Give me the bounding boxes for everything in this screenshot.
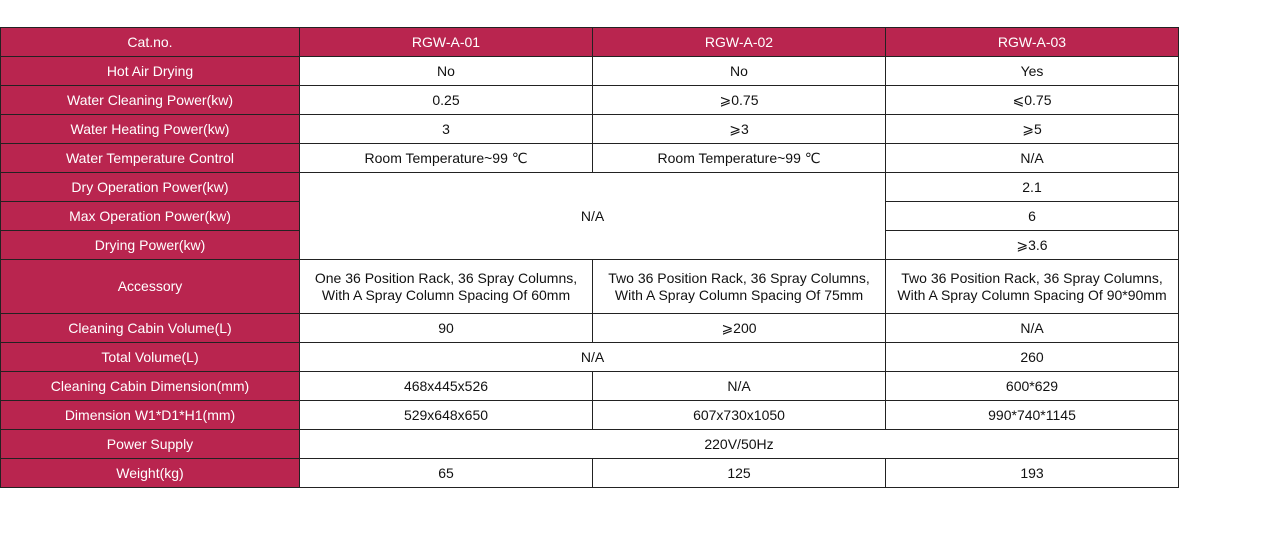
table-row: [1, 86, 1179, 115]
cell: One 36 Position Rack, 36 Spray Columns, With A Spray Column Spacing Of 60mm: [300, 260, 593, 314]
cell: Room Temperature~99 ℃: [593, 144, 886, 173]
row-label: Water Cleaning Power(kw): [1, 86, 300, 115]
table-row: [1, 115, 1179, 144]
cell: N/A: [886, 144, 1179, 173]
cell: 65: [300, 459, 593, 488]
table-row: [1, 144, 1179, 173]
table-row: [1, 401, 1179, 430]
merged-cell: N/A: [300, 343, 886, 372]
cell: ⩽0.75: [886, 86, 1179, 115]
cell: 2.1: [886, 173, 1179, 202]
cell: 468x445x526: [300, 372, 593, 401]
cell: No: [593, 57, 886, 86]
cell: 990*740*1145: [886, 401, 1179, 430]
row-label: Weight(kg): [1, 459, 300, 488]
cell: Two 36 Position Rack, 36 Spray Columns, With A Spray Column Spacing Of 90*90mm: [886, 260, 1179, 314]
spec-table: [0, 27, 1179, 488]
row-label: Total Volume(L): [1, 343, 300, 372]
cell: No: [300, 57, 593, 86]
row-label: Dimension W1*D1*H1(mm): [1, 401, 300, 430]
cell: 260: [886, 343, 1179, 372]
row-label: Water Heating Power(kw): [1, 115, 300, 144]
cell: ⩾3.6: [886, 231, 1179, 260]
row-label: Cleaning Cabin Dimension(mm): [1, 372, 300, 401]
merged-cell: 220V/50Hz: [300, 430, 1179, 459]
row-label: Water Temperature Control: [1, 144, 300, 173]
row-label: Drying Power(kw): [1, 231, 300, 260]
table-row: [1, 314, 1179, 343]
cell: Two 36 Position Rack, 36 Spray Columns, With A Spray Column Spacing Of 75mm: [593, 260, 886, 314]
model-header: RGW-A-02: [593, 28, 886, 57]
cell: 193: [886, 459, 1179, 488]
merged-cell: N/A: [300, 173, 886, 260]
cell: 90: [300, 314, 593, 343]
cell: 6: [886, 202, 1179, 231]
cell: 125: [593, 459, 886, 488]
cell: 600*629: [886, 372, 1179, 401]
row-label: Power Supply: [1, 430, 300, 459]
model-header: RGW-A-01: [300, 28, 593, 57]
cell: N/A: [593, 372, 886, 401]
row-label: Accessory: [1, 260, 300, 314]
model-header: RGW-A-03: [886, 28, 1179, 57]
row-label: Dry Operation Power(kw): [1, 173, 300, 202]
table-row: [1, 372, 1179, 401]
cell: Room Temperature~99 ℃: [300, 144, 593, 173]
table-row: [1, 260, 1179, 314]
cell: 529x648x650: [300, 401, 593, 430]
cell: 0.25: [300, 86, 593, 115]
cell: ⩾0.75: [593, 86, 886, 115]
row-label: Cat.no.: [1, 28, 300, 57]
cell: 607x730x1050: [593, 401, 886, 430]
table-row: [1, 173, 1179, 202]
table-row: [1, 57, 1179, 86]
row-label: Hot Air Drying: [1, 57, 300, 86]
cell: N/A: [886, 314, 1179, 343]
row-label: Cleaning Cabin Volume(L): [1, 314, 300, 343]
header-row: [1, 28, 1179, 57]
cell: 3: [300, 115, 593, 144]
cell: ⩾200: [593, 314, 886, 343]
table-row: [1, 430, 1179, 459]
table-row: [1, 459, 1179, 488]
cell: Yes: [886, 57, 1179, 86]
row-label: Max Operation Power(kw): [1, 202, 300, 231]
table-row: [1, 343, 1179, 372]
cell: ⩾3: [593, 115, 886, 144]
cell: ⩾5: [886, 115, 1179, 144]
